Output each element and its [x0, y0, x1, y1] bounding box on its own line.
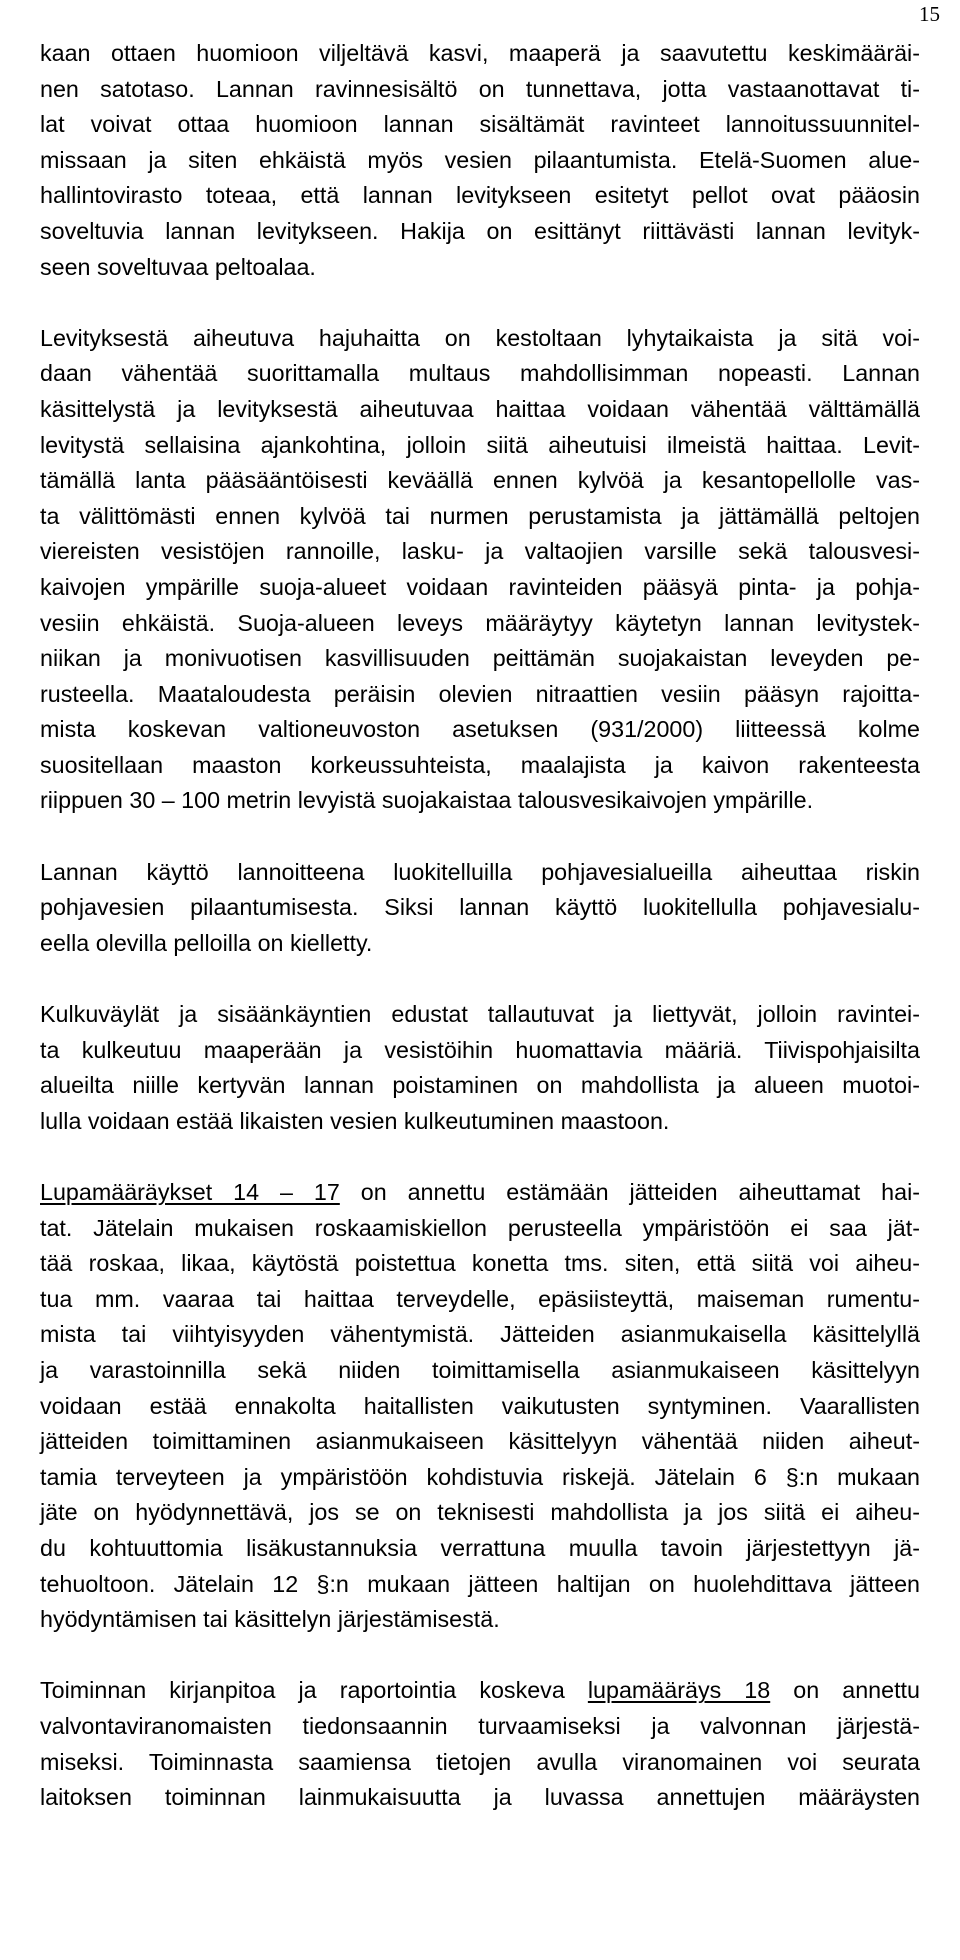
text-line: kaivojen ympärille suoja-alueet voidaan ravinteiden pääsyä pinta- ja pohja-: [40, 573, 920, 600]
text-span: on annettu: [770, 1677, 920, 1704]
text-line: [40, 1673, 920, 1709]
text-line: eella olevilla pelloilla on kielletty.: [40, 929, 373, 956]
page-number: 15: [919, 2, 940, 26]
paragraph: [40, 855, 920, 962]
paragraph: [40, 321, 920, 819]
text-line: tamia terveyteen ja ympäristöön kohdistuvia riskejä. Jätelain 6 §:n mukaan: [40, 1463, 920, 1490]
text-line: tua mm. vaaraa tai haittaa terveydelle, epäsiisteyttä, maiseman rumentu-: [40, 1285, 920, 1312]
text-line: lulla voidaan estää likaisten vesien kulkeutuminen maastoon.: [40, 1107, 670, 1134]
text-line: jätteiden toimittaminen asianmukaiseen käsittelyyn vähentää niiden aiheut-: [40, 1428, 920, 1455]
text-line: jäte on hyödynnettävä, jos se on teknisesti mahdollista ja jos siitä ei aiheu-: [40, 1499, 920, 1526]
text-line: soveltuvia lannan levitykseen. Hakija on esittänyt riittävästi lannan levityk-: [40, 217, 920, 244]
text-line: Kulkuväylät ja sisäänkäyntien edustat tallautuvat ja liettyvät, jolloin ravintei-: [40, 1001, 920, 1028]
text-span: Toiminnan kirjanpitoa ja raportointia koskeva: [40, 1677, 588, 1704]
regulation-reference: lupamääräys 18: [587, 1677, 771, 1704]
paragraph: [40, 36, 920, 285]
text-line: [40, 1175, 920, 1211]
text-line: riippuen 30 – 100 metrin levyistä suojakaistaa talousvesikaivojen ympärille.: [40, 787, 814, 814]
text-line: vesiin ehkäistä. Suoja-alueen leveys määräytyy käytetyn lannan levitystek-: [40, 609, 920, 636]
text-line: tehuoltoon. Jätelain 12 §:n mukaan jätteen haltijan on huolehdittava jätteen: [40, 1570, 920, 1597]
text-line: rusteella. Maataloudesta peräisin olevien nitraattien vesiin pääsyn rajoitta-: [40, 680, 920, 707]
text-line: lat voivat ottaa huomioon lannan sisältämät ravinteet lannoitussuunnitel-: [40, 111, 920, 138]
text-line: hallintovirasto toteaa, että lannan levitykseen esitetyt pellot ovat pääosin: [40, 182, 920, 209]
text-line: alueilta niille kertyvän lannan poistaminen on mahdollista ja alueen muotoi-: [40, 1072, 920, 1099]
text-line: mista tai viihtyisyyden vähentymistä. Jätteiden asianmukaisella käsittelyllä: [40, 1321, 920, 1348]
document-body: [40, 36, 920, 1816]
paragraph: [40, 1673, 920, 1815]
text-line: Lannan käyttö lannoitteena luokitelluilla pohjavesialueilla aiheuttaa riskin: [40, 858, 920, 885]
paragraph: [40, 1175, 920, 1638]
text-line: Levityksestä aiheutuva hajuhaitta on kestoltaan lyhytaikaista ja sitä voi-: [40, 324, 920, 351]
text-line: hyödyntämisen tai käsittelyn järjestämisestä.: [40, 1606, 500, 1633]
text-line: tat. Jätelain mukaisen roskaamiskiellon perusteella ympäristöön ei saa jät-: [40, 1214, 920, 1241]
text-line: mista koskevan valtioneuvoston asetuksen (931/2000) liitteessä kolme: [40, 716, 920, 743]
text-line: tämällä lanta pääsääntöisesti keväällä ennen kylvöä ja kesantopellolle vas-: [40, 467, 920, 494]
text-line: levitystä sellaisina ajankohtina, jolloin siitä aiheutuisi ilmeistä haittaa. Levit-: [40, 431, 920, 458]
text-line: käsittelystä ja levityksestä aiheutuvaa haittaa voidaan vähentää välttämällä: [40, 395, 920, 422]
paragraph: [40, 997, 920, 1139]
text-line: tää roskaa, likaa, käytöstä poistettua konetta tms. siten, että siitä voi aiheu-: [40, 1250, 920, 1277]
text-line: voidaan estää ennakolta haitallisten vaikutusten syntyminen. Vaarallisten: [40, 1392, 920, 1419]
text-line: valvontaviranomaisten tiedonsaannin turvaamiseksi ja valvonnan järjestä-: [40, 1712, 920, 1739]
text-line: nen satotaso. Lannan ravinnesisältö on tunnettava, jotta vastaanottavat ti-: [40, 75, 920, 102]
text-line: daan vähentää suorittamalla multaus mahdollisimman nopeasti. Lannan: [40, 360, 920, 387]
text-line: seen soveltuvaa peltoalaa.: [40, 253, 316, 280]
text-line: du kohtuuttomia lisäkustannuksia verrattuna muulla tavoin järjestettyyn jä-: [40, 1534, 920, 1561]
regulation-reference: Lupamääräykset 14 – 17: [40, 1179, 340, 1205]
text-line: niikan ja monivuotisen kasvillisuuden peittämän suojakaistan leveyden pe-: [40, 645, 920, 672]
text-span: on annettu estämään jätteiden aiheuttamat hai-: [339, 1179, 920, 1205]
text-line: viereisten vesistöjen rannoille, lasku- ja valtaojien varsille sekä talousvesi-: [40, 538, 920, 565]
text-line: miseksi. Toiminnasta saamiensa tietojen avulla viranomainen voi seurata: [40, 1748, 920, 1775]
text-line: missaan ja siten ehkäistä myös vesien pilaantumista. Etelä-Suomen alue-: [40, 146, 920, 173]
text-line: pohjavesien pilaantumisesta. Siksi lannan käyttö luokitellulla pohjavesialu-: [40, 894, 920, 921]
text-line: ta kulkeutuu maaperään ja vesistöihin huomattavia määriä. Tiivispohjaisilta: [40, 1036, 920, 1063]
text-line: ja varastoinnilla sekä niiden toimittamisella asianmukaiseen käsittelyyn: [40, 1356, 920, 1383]
text-line: ta välittömästi ennen kylvöä tai nurmen perustamista ja jättämällä peltojen: [40, 502, 920, 529]
text-line: kaan ottaen huomioon viljeltävä kasvi, maaperä ja saavutettu keskimääräi-: [40, 40, 920, 66]
text-line: suositellaan maaston korkeussuhteista, maalajista ja kaivon rakenteesta: [40, 751, 920, 778]
text-line: laitoksen toiminnan lainmukaisuutta ja luvassa annettujen määräysten: [40, 1784, 920, 1811]
